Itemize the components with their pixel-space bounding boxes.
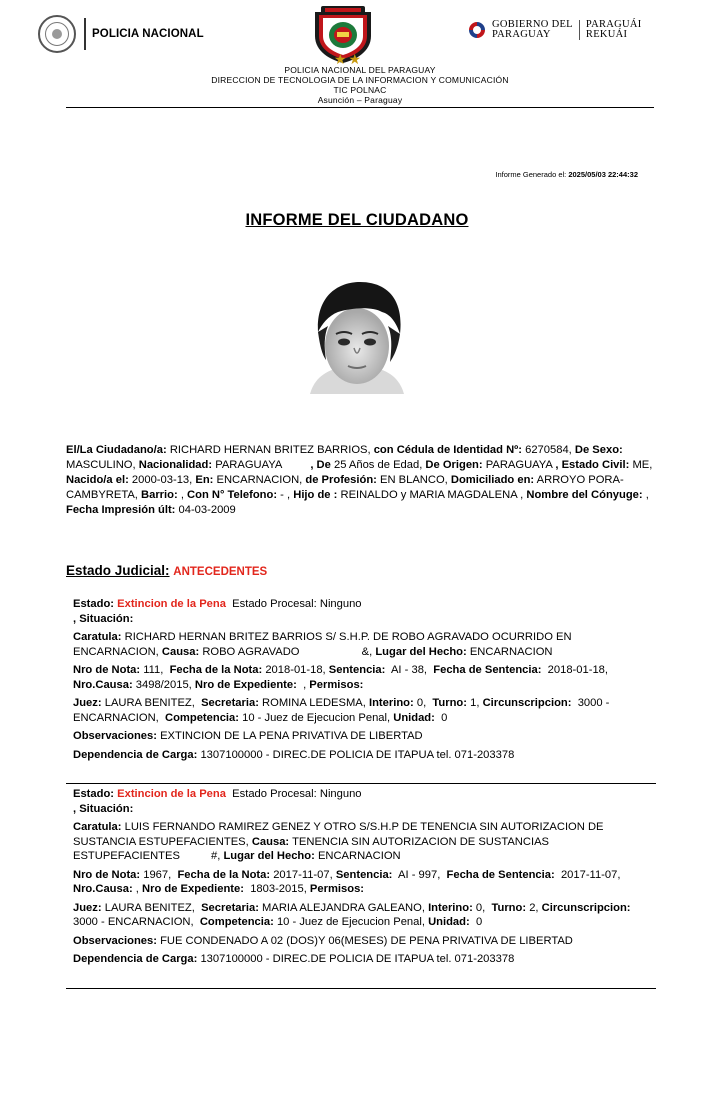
label-profesion: de Profesión: bbox=[305, 474, 377, 486]
value-fecha-nota: 2018-01-18, bbox=[265, 664, 326, 676]
label-barrio: Barrio: bbox=[141, 489, 178, 501]
record-divider bbox=[66, 783, 656, 784]
label-name: El/La Ciudadano/a: bbox=[66, 444, 167, 456]
citizen-photo bbox=[302, 276, 412, 394]
org-line-1: POLICIA NACIONAL DEL PARAGUAY bbox=[284, 65, 436, 75]
value-unidad: 0 bbox=[475, 916, 483, 928]
label-telefono: Con N° Telefono: bbox=[187, 489, 278, 501]
value-fecha-sentencia: 2017-11-07, bbox=[560, 868, 621, 881]
judicial-record bbox=[73, 787, 658, 971]
judicial-record bbox=[73, 597, 658, 766]
value-observaciones: FUE CONDENADO A 02 (DOS)Y 06(MESES) DE PENA PRIVATIVA DE LIBERTAD bbox=[160, 934, 573, 947]
value-observaciones: EXTINCION DE LA PENA PRIVATIVA DE LIBERTAD bbox=[160, 730, 423, 742]
label-ci: con Cédula de Identidad Nº: bbox=[373, 444, 522, 456]
gov-line-2: PARAGUAY bbox=[492, 29, 551, 40]
label-hijo-de: Hijo de : bbox=[293, 489, 338, 501]
value-estado-procesal: Ninguno bbox=[319, 788, 362, 800]
judicial-status-label: Estado Judicial: bbox=[66, 563, 170, 578]
value-fecha-nota: 2017-11-07, bbox=[273, 868, 333, 881]
value-lugar: ENCARNACION bbox=[317, 850, 401, 862]
value-conyuge: , bbox=[645, 489, 649, 501]
label-unidad: Unidad: bbox=[393, 711, 435, 724]
judicial-status-value: ANTECEDENTES bbox=[173, 566, 268, 578]
value-ci: 6270584, bbox=[525, 444, 572, 456]
value-dependencia: 1307100000 - DIREC.DE POLICIA DE ITAPUA tel. 071-203378 bbox=[200, 748, 515, 761]
label-nro-nota: Nro de Nota: bbox=[73, 664, 141, 676]
value-lugar: ENCARNACION bbox=[469, 645, 553, 658]
label-nro-expediente: Nro de Expediente: bbox=[194, 678, 297, 691]
label-interino: Interino: bbox=[428, 901, 473, 914]
value-origen: PARAGUAYA bbox=[485, 459, 553, 471]
label-observaciones: Observaciones: bbox=[73, 934, 157, 947]
label-domicilio: Domiciliado en: bbox=[450, 474, 535, 486]
label-nro-nota: Nro de Nota: bbox=[73, 868, 141, 881]
label-fecha-sentencia: Fecha de Sentencia: bbox=[446, 868, 555, 881]
document-header bbox=[0, 0, 720, 112]
value-causa: ROBO AGRAVADO &, bbox=[202, 645, 373, 658]
org-heading bbox=[0, 65, 720, 105]
value-causa: TENENCIA SIN AUTORIZACION DE SUSTANCIAS ESTUPEFACIENTES #, bbox=[73, 835, 553, 862]
label-fecha-nota: Fecha de la Nota: bbox=[177, 868, 271, 881]
value-competencia: 10 - Juez de Ejecucion Penal, bbox=[242, 711, 391, 724]
value-turno: 1, bbox=[470, 697, 480, 709]
value-nacido: 2000-03-13, bbox=[131, 474, 193, 486]
value-estado: Extincion de la Pena bbox=[117, 598, 226, 610]
label-permisos: Permisos: bbox=[309, 883, 365, 895]
value-nro-nota: 1967, bbox=[143, 868, 172, 881]
label-situacion: , Situación: bbox=[73, 612, 134, 625]
label-fecha-sentencia: Fecha de Sentencia: bbox=[433, 664, 542, 676]
value-secretaria: MARIA ALEJANDRA GALEANO, bbox=[262, 901, 425, 914]
label-dependencia: Dependencia de Carga: bbox=[73, 953, 198, 965]
label-nacido: Nacido/a el: bbox=[66, 474, 129, 486]
header-divider bbox=[84, 18, 86, 50]
label-conyuge: Nombre del Cónyuge: bbox=[526, 489, 643, 501]
label-fecha-nota: Fecha de la Nota: bbox=[169, 664, 263, 676]
gov-line-1: GOBIERNO DEL bbox=[492, 19, 573, 30]
value-turno: 2, bbox=[529, 901, 539, 914]
police-label: POLICIA NACIONAL bbox=[92, 28, 204, 40]
gov-logo bbox=[467, 20, 642, 40]
value-hijo-de: REINALDO y MARIA MAGDALENA , bbox=[340, 489, 524, 501]
label-interino: Interino: bbox=[368, 697, 414, 709]
generated-value: 2025/05/03 22:44:32 bbox=[568, 170, 638, 179]
value-caratula: RICHARD HERNAN BRITEZ BARRIOS S/ S.H.P. DE ROBO AGRAVADO OCURRIDO EN ENCARNACION, bbox=[73, 631, 572, 658]
value-sentencia: AI - 38, bbox=[390, 664, 428, 676]
value-interino: 0, bbox=[475, 901, 486, 914]
label-situacion: , Situación: bbox=[73, 802, 134, 815]
police-logo-left bbox=[38, 15, 204, 53]
label-sexo: De Sexo: bbox=[574, 444, 623, 456]
label-estado: Estado: bbox=[73, 598, 115, 610]
value-domicilio: ARROYO PORA-CAMBYRETA, bbox=[66, 474, 624, 501]
label-competencia: Competencia: bbox=[199, 916, 274, 928]
label-sentencia: Sentencia: bbox=[335, 868, 393, 881]
value-fecha-sentencia: 2018-01-18, bbox=[547, 664, 609, 676]
citizen-details bbox=[66, 443, 660, 518]
value-nro-expediente: 1803-2015, bbox=[250, 883, 307, 895]
value-circunscripcion: 3000 - ENCARNACION, bbox=[73, 916, 194, 928]
judicial-status-heading bbox=[66, 563, 267, 578]
value-name: RICHARD HERNAN BRITEZ BARRIOS, bbox=[169, 444, 371, 456]
value-estado: Extincion de la Pena bbox=[117, 788, 226, 800]
label-lugar: Lugar del Hecho: bbox=[223, 850, 315, 862]
value-estado-procesal: Ninguno bbox=[319, 598, 362, 610]
value-sexo: MASCULINO, bbox=[66, 459, 136, 471]
label-secretaria: Secretaria: bbox=[201, 901, 259, 914]
org-line-2: DIRECCION DE TECNOLOGIA DE LA INFORMACION Y COMUNICACIÓN bbox=[211, 75, 509, 85]
value-competencia: 10 - Juez de Ejecucion Penal, bbox=[276, 916, 425, 928]
value-nro-causa: 3498/2015, bbox=[135, 678, 192, 691]
label-estado: Estado: bbox=[73, 788, 115, 800]
label-observaciones: Observaciones: bbox=[73, 730, 157, 742]
header-rule bbox=[66, 107, 654, 108]
label-sentencia: Sentencia: bbox=[328, 664, 386, 676]
label-secretaria: Secretaria: bbox=[201, 697, 259, 709]
value-barrio: , bbox=[180, 489, 184, 501]
label-causa: Causa: bbox=[161, 645, 200, 658]
page-title: INFORME DEL CIUDADANO bbox=[245, 211, 469, 229]
value-nro-nota: 111, bbox=[143, 664, 164, 676]
label-origen: De Origen: bbox=[425, 459, 483, 471]
value-interino: 0, bbox=[416, 697, 427, 709]
value-circunscripcion: 3000 - ENCARNACION, bbox=[73, 697, 610, 724]
label-causa: Causa: bbox=[251, 835, 290, 848]
label-en: En: bbox=[195, 474, 214, 486]
label-unidad: Unidad: bbox=[428, 916, 470, 928]
gold-star-icon: ★★ bbox=[334, 51, 364, 67]
value-nacionalidad: PARAGUAYA bbox=[215, 459, 283, 471]
label-dependencia: Dependencia de Carga: bbox=[73, 748, 198, 761]
org-line-3: TIC POLNAC bbox=[333, 85, 387, 95]
value-edad: 25 Años de Edad, bbox=[333, 459, 423, 471]
label-estado-civil: , Estado Civil: bbox=[555, 459, 630, 471]
gov-line-4: REKUÁI bbox=[585, 29, 628, 40]
label-edad: , De bbox=[310, 459, 331, 471]
label-nro-expediente: Nro de Expediente: bbox=[142, 883, 244, 895]
value-juez: LAURA BENITEZ, bbox=[104, 901, 195, 914]
label-estado-procesal: Estado Procesal: bbox=[232, 788, 317, 800]
value-juez: LAURA BENITEZ, bbox=[104, 697, 195, 709]
gov-line-3: PARAGUÁI bbox=[585, 19, 642, 30]
label-fecha-impresion: Fecha Impresión últ: bbox=[66, 504, 176, 516]
gov-divider bbox=[579, 20, 580, 40]
value-unidad: 0 bbox=[441, 711, 448, 724]
label-turno: Turno: bbox=[491, 901, 527, 914]
value-dependencia: 1307100000 - DIREC.DE POLICIA DE ITAPUA tel. 071-203378 bbox=[200, 953, 515, 965]
value-sentencia: AI - 997, bbox=[398, 868, 441, 881]
value-caratula: LUIS FERNANDO RAMIREZ GENEZ Y OTRO S/S.H.P DE TENENCIA SIN AUTORIZACION DE SUSTANCIA ESTUPEFACIENTES, bbox=[73, 821, 604, 848]
label-caratula: Caratula: bbox=[73, 631, 122, 643]
value-fecha-impresion: 04-03-2009 bbox=[178, 504, 236, 516]
label-caratula: Caratula: bbox=[73, 821, 122, 833]
value-secretaria: ROMINA LEDESMA, bbox=[262, 697, 366, 709]
value-nro-expediente: , bbox=[303, 678, 307, 691]
police-seal-icon bbox=[38, 15, 76, 53]
value-en: ENCARNACION, bbox=[216, 474, 303, 486]
label-estado-procesal: Estado Procesal: bbox=[232, 598, 317, 610]
label-juez: Juez: bbox=[73, 901, 102, 914]
paraguay-gov-icon bbox=[467, 20, 487, 40]
label-nacionalidad: Nacionalidad: bbox=[138, 459, 213, 471]
value-telefono: - , bbox=[280, 489, 291, 501]
record-divider bbox=[66, 988, 656, 989]
value-profesion: EN BLANCO, bbox=[379, 474, 448, 486]
label-competencia: Competencia: bbox=[165, 711, 239, 724]
org-line-4: Asunción – Paraguay bbox=[317, 95, 403, 105]
label-nro-causa: Nro.Causa: bbox=[73, 678, 133, 691]
label-circunscripcion: Circunscripcion: bbox=[541, 901, 631, 914]
label-nro-causa: Nro.Causa: bbox=[73, 883, 133, 895]
label-juez: Juez: bbox=[73, 697, 102, 709]
label-circunscripcion: Circunscripcion: bbox=[482, 697, 572, 709]
value-nro-causa: , bbox=[135, 883, 139, 895]
generated-timestamp bbox=[495, 170, 638, 179]
generated-label: Informe Generado el: bbox=[495, 170, 567, 179]
label-turno: Turno: bbox=[432, 697, 467, 709]
value-estado-civil: ME, bbox=[632, 459, 653, 471]
label-lugar: Lugar del Hecho: bbox=[375, 645, 467, 658]
label-permisos: Permisos: bbox=[309, 678, 364, 691]
